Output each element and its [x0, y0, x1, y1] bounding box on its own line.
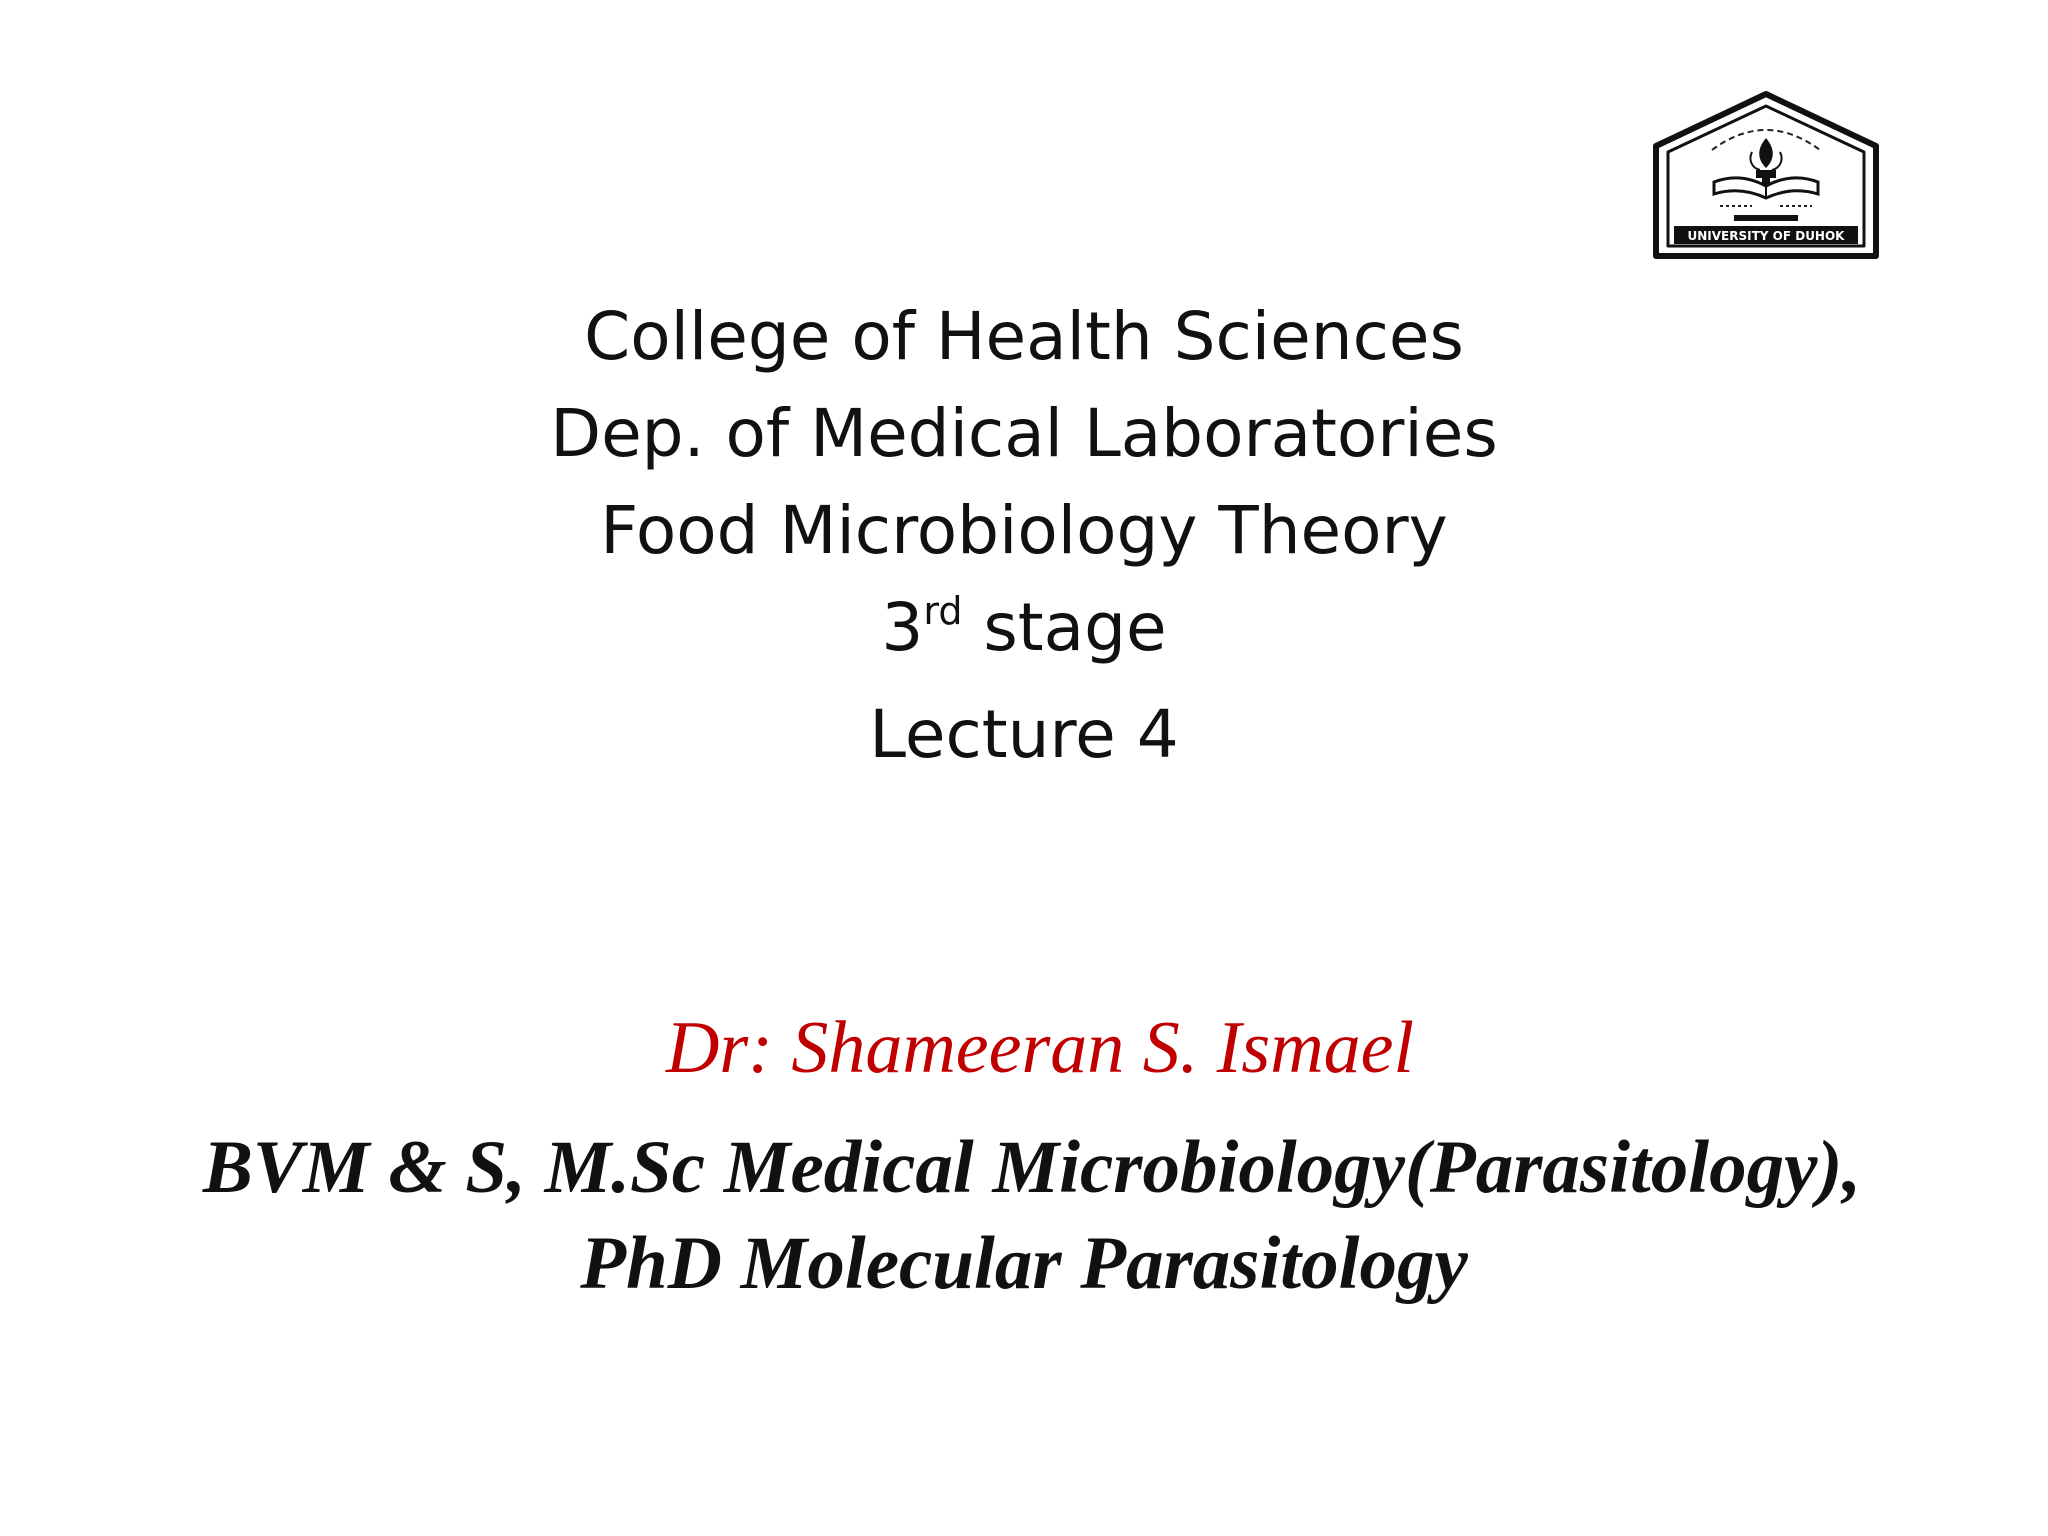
author-name: Dr: Shameeran S. Ismael [665, 1007, 1415, 1089]
credentials-line-2: PhD Molecular Parasitology [580, 1222, 1468, 1305]
stage-suffix: rd [923, 589, 963, 633]
course-name: Food Microbiology Theory [600, 492, 1448, 569]
university-logo [1652, 90, 1880, 260]
stage-word: stage [962, 589, 1167, 666]
stage-line [0, 579, 2048, 686]
credentials-line-1: BVM & S, M.Sc Medical Microbiology(Parasitology), [202, 1126, 1862, 1209]
stage-number: 3 [881, 589, 924, 666]
logo-banner-text: UNIVERSITY OF DUHOK [1687, 229, 1845, 243]
title-block [0, 288, 2048, 783]
university-of-duhok-logo-icon [1652, 90, 1880, 260]
lecture-number: Lecture 4 [869, 696, 1179, 773]
department-name: Dep. of Medical Laboratories [550, 395, 1498, 472]
author-credentials [0, 1120, 2048, 1312]
college-name: College of Health Sciences [584, 298, 1464, 375]
